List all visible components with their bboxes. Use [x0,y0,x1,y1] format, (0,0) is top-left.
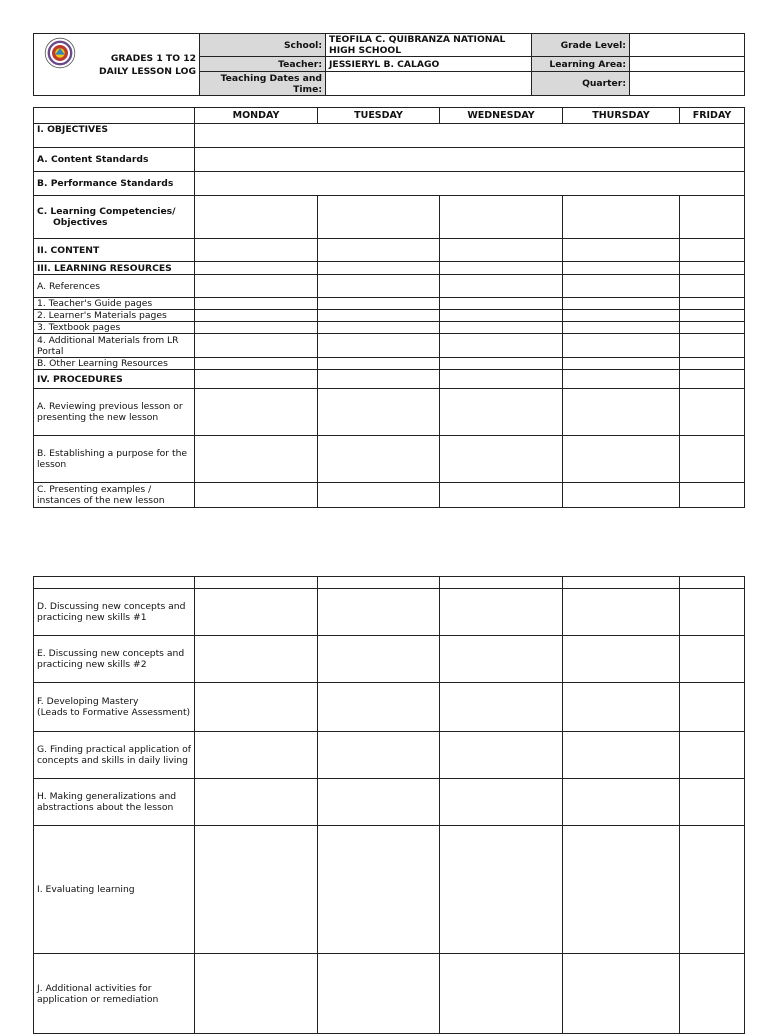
input-cell[interactable] [440,358,563,370]
day-header: MONDAY [195,108,318,124]
procedure-d-row [34,589,745,636]
learning-area-value[interactable] [630,57,745,72]
input-cell[interactable] [680,334,745,358]
input-cell[interactable] [680,196,745,239]
input-cell[interactable] [318,239,440,262]
learners-materials-row [34,310,745,322]
input-cell[interactable] [318,732,440,779]
input-cell[interactable] [563,589,680,636]
input-cell[interactable] [195,322,318,334]
quarter-label: Quarter: [532,72,630,96]
input-cell[interactable] [680,683,745,732]
input-cell[interactable] [318,370,440,389]
row-label: III. LEARNING RESOURCES [34,262,195,275]
row-label: I. Evaluating learning [34,826,195,954]
row-label-line: Objectives [53,217,108,228]
input-cell[interactable] [318,683,440,732]
input-cell[interactable] [440,732,563,779]
input-cell[interactable] [440,389,563,436]
row-label: II. CONTENT [34,239,195,262]
input-cell[interactable] [195,826,318,954]
row-label: A. Reviewing previous lesson or presenting the new lesson [34,389,195,436]
input-cell[interactable] [563,436,680,483]
input-cell[interactable] [563,322,680,334]
content-row [34,239,745,262]
input-cell[interactable] [195,239,318,262]
input-cell[interactable] [680,589,745,636]
input-cell[interactable] [563,779,680,826]
input-cell[interactable] [563,636,680,683]
deped-seal-icon [44,37,76,69]
input-cell[interactable] [318,436,440,483]
input-cell[interactable] [318,636,440,683]
input-cell[interactable] [195,683,318,732]
input-cell[interactable] [563,954,680,1034]
lesson-log-table-continued [33,576,745,1034]
input-cell[interactable] [318,358,440,370]
school-label: School: [200,34,326,57]
input-cell[interactable] [195,124,745,148]
input-cell[interactable] [440,298,563,310]
input-cell[interactable] [195,275,318,298]
teacher-value[interactable]: JESSIERYL B. CALAGO [326,57,532,72]
row-label: E. Discussing new concepts and practicing new skills #2 [34,636,195,683]
input-cell[interactable] [563,389,680,436]
row-label: IV. PROCEDURES [34,370,195,389]
input-cell[interactable] [440,322,563,334]
learning-area-label: Learning Area: [532,57,630,72]
lesson-log-table [33,107,745,508]
input-cell[interactable] [195,779,318,826]
input-cell[interactable] [680,298,745,310]
row-label: B. Other Learning Resources [34,358,195,370]
input-cell[interactable] [195,636,318,683]
input-cell[interactable] [680,310,745,322]
input-cell[interactable] [195,310,318,322]
input-cell[interactable] [195,589,318,636]
procedure-h-row [34,779,745,826]
other-resources-row [34,358,745,370]
input-cell[interactable] [680,732,745,779]
input-cell[interactable] [195,954,318,1034]
row-label: 4. Additional Materials from LR Portal [34,334,195,358]
day-header: FRIDAY [680,108,745,124]
textbook-row [34,322,745,334]
input-cell[interactable] [440,636,563,683]
procedure-g-row [34,732,745,779]
input-cell[interactable] [318,334,440,358]
input-cell[interactable] [563,683,680,732]
input-cell[interactable] [440,196,563,239]
procedure-i-row [34,826,745,954]
row-label: A. Content Standards [34,148,195,172]
procedure-a-row [34,389,745,436]
input-cell[interactable] [563,239,680,262]
row-label: 1. Teacher's Guide pages [34,298,195,310]
row-label-line: (Leads to Formative Assessment) [37,707,191,718]
input-cell[interactable] [680,389,745,436]
input-cell[interactable] [318,589,440,636]
input-cell[interactable] [563,298,680,310]
input-cell[interactable] [563,334,680,358]
row-label: G. Finding practical application of concepts and skills in daily living [34,732,195,779]
teaching-dates-value[interactable] [326,72,532,96]
input-cell[interactable] [680,954,745,1034]
header-table [33,33,745,96]
header-title-line2: DAILY LESSON LOG [99,65,196,77]
input-cell[interactable] [680,577,745,589]
input-cell[interactable] [563,275,680,298]
header-title-cell [34,34,200,96]
row-label-header [34,108,195,124]
input-cell[interactable] [563,483,680,508]
input-cell[interactable] [440,589,563,636]
input-cell[interactable] [318,826,440,954]
row-label: J. Additional activities for application or remediation [34,954,195,1034]
input-cell[interactable] [563,262,680,275]
input-cell[interactable] [318,196,440,239]
row-label [34,196,195,239]
input-cell[interactable] [195,196,318,239]
input-cell[interactable] [680,826,745,954]
input-cell[interactable] [318,577,440,589]
input-cell[interactable] [563,358,680,370]
procedure-c-row [34,483,745,508]
input-cell[interactable] [195,577,318,589]
quarter-value[interactable] [630,72,745,96]
input-cell[interactable] [318,322,440,334]
continued-header-row [34,577,745,589]
teacher-label: Teacher: [200,57,326,72]
input-cell[interactable] [195,358,318,370]
procedure-f-row [34,683,745,732]
input-cell[interactable] [680,275,745,298]
input-cell[interactable] [440,779,563,826]
input-cell[interactable] [563,310,680,322]
references-row [34,275,745,298]
procedures-row [34,370,745,389]
input-cell[interactable] [195,436,318,483]
row-label: 3. Textbook pages [34,322,195,334]
input-cell[interactable] [440,483,563,508]
competencies-row [34,196,745,239]
row-label: 2. Learner's Materials pages [34,310,195,322]
input-cell[interactable] [440,954,563,1034]
input-cell[interactable] [440,275,563,298]
input-cell[interactable] [318,779,440,826]
content-standards-row [34,148,745,172]
input-cell[interactable] [318,262,440,275]
input-cell[interactable] [680,436,745,483]
input-cell[interactable] [195,370,318,389]
input-cell[interactable] [680,262,745,275]
input-cell[interactable] [318,298,440,310]
input-cell[interactable] [563,826,680,954]
input-cell[interactable] [318,275,440,298]
school-value[interactable]: TEOFILA C. QUIBRANZA NATIONAL HIGH SCHOOL [326,34,532,57]
row-label: B. Performance Standards [34,172,195,196]
input-cell[interactable] [318,954,440,1034]
grade-level-value[interactable] [630,34,745,57]
input-cell[interactable] [440,370,563,389]
input-cell[interactable] [563,196,680,239]
input-cell[interactable] [195,298,318,310]
input-cell[interactable] [440,334,563,358]
input-cell[interactable] [195,148,745,172]
input-cell[interactable] [440,262,563,275]
day-header: WEDNESDAY [440,108,563,124]
day-header: TUESDAY [318,108,440,124]
input-cell[interactable] [680,358,745,370]
input-cell[interactable] [195,172,745,196]
additional-materials-row [34,334,745,358]
row-label: B. Establishing a purpose for the lesson [34,436,195,483]
input-cell[interactable] [195,334,318,358]
input-cell [34,577,195,589]
input-cell[interactable] [195,732,318,779]
input-cell[interactable] [680,636,745,683]
input-cell[interactable] [680,239,745,262]
input-cell[interactable] [680,483,745,508]
input-cell[interactable] [195,389,318,436]
objectives-row [34,124,745,148]
procedure-j-row [34,954,745,1034]
header-title-line1: GRADES 1 TO 12 [110,52,196,64]
row-label [34,683,195,732]
input-cell[interactable] [680,370,745,389]
input-cell[interactable] [680,779,745,826]
input-cell[interactable] [318,483,440,508]
row-label: A. References [34,275,195,298]
row-label: H. Making generalizations and abstractions about the lesson [34,779,195,826]
row-label-line: C. Learning Competencies/ [37,206,176,217]
input-cell[interactable] [318,310,440,322]
row-label-line: F. Developing Mastery [37,696,139,707]
input-cell[interactable] [680,322,745,334]
row-label: C. Presenting examples / instances of the new lesson [34,483,195,508]
input-cell[interactable] [440,310,563,322]
input-cell[interactable] [195,483,318,508]
learning-resources-row [34,262,745,275]
teachers-guide-row [34,298,745,310]
input-cell[interactable] [195,262,318,275]
row-label: D. Discussing new concepts and practicing new skills #1 [34,589,195,636]
day-header: THURSDAY [563,108,680,124]
performance-standards-row [34,172,745,196]
input-cell[interactable] [440,577,563,589]
teaching-dates-label: Teaching Dates and Time: [200,72,326,96]
input-cell[interactable] [318,389,440,436]
procedure-b-row [34,436,745,483]
procedure-e-row [34,636,745,683]
input-cell[interactable] [563,732,680,779]
input-cell[interactable] [440,436,563,483]
input-cell[interactable] [440,683,563,732]
day-header-row [34,108,745,124]
input-cell[interactable] [440,826,563,954]
input-cell[interactable] [440,239,563,262]
input-cell[interactable] [563,577,680,589]
input-cell[interactable] [563,370,680,389]
grade-level-label: Grade Level: [532,34,630,57]
row-label: I. OBJECTIVES [34,124,195,148]
